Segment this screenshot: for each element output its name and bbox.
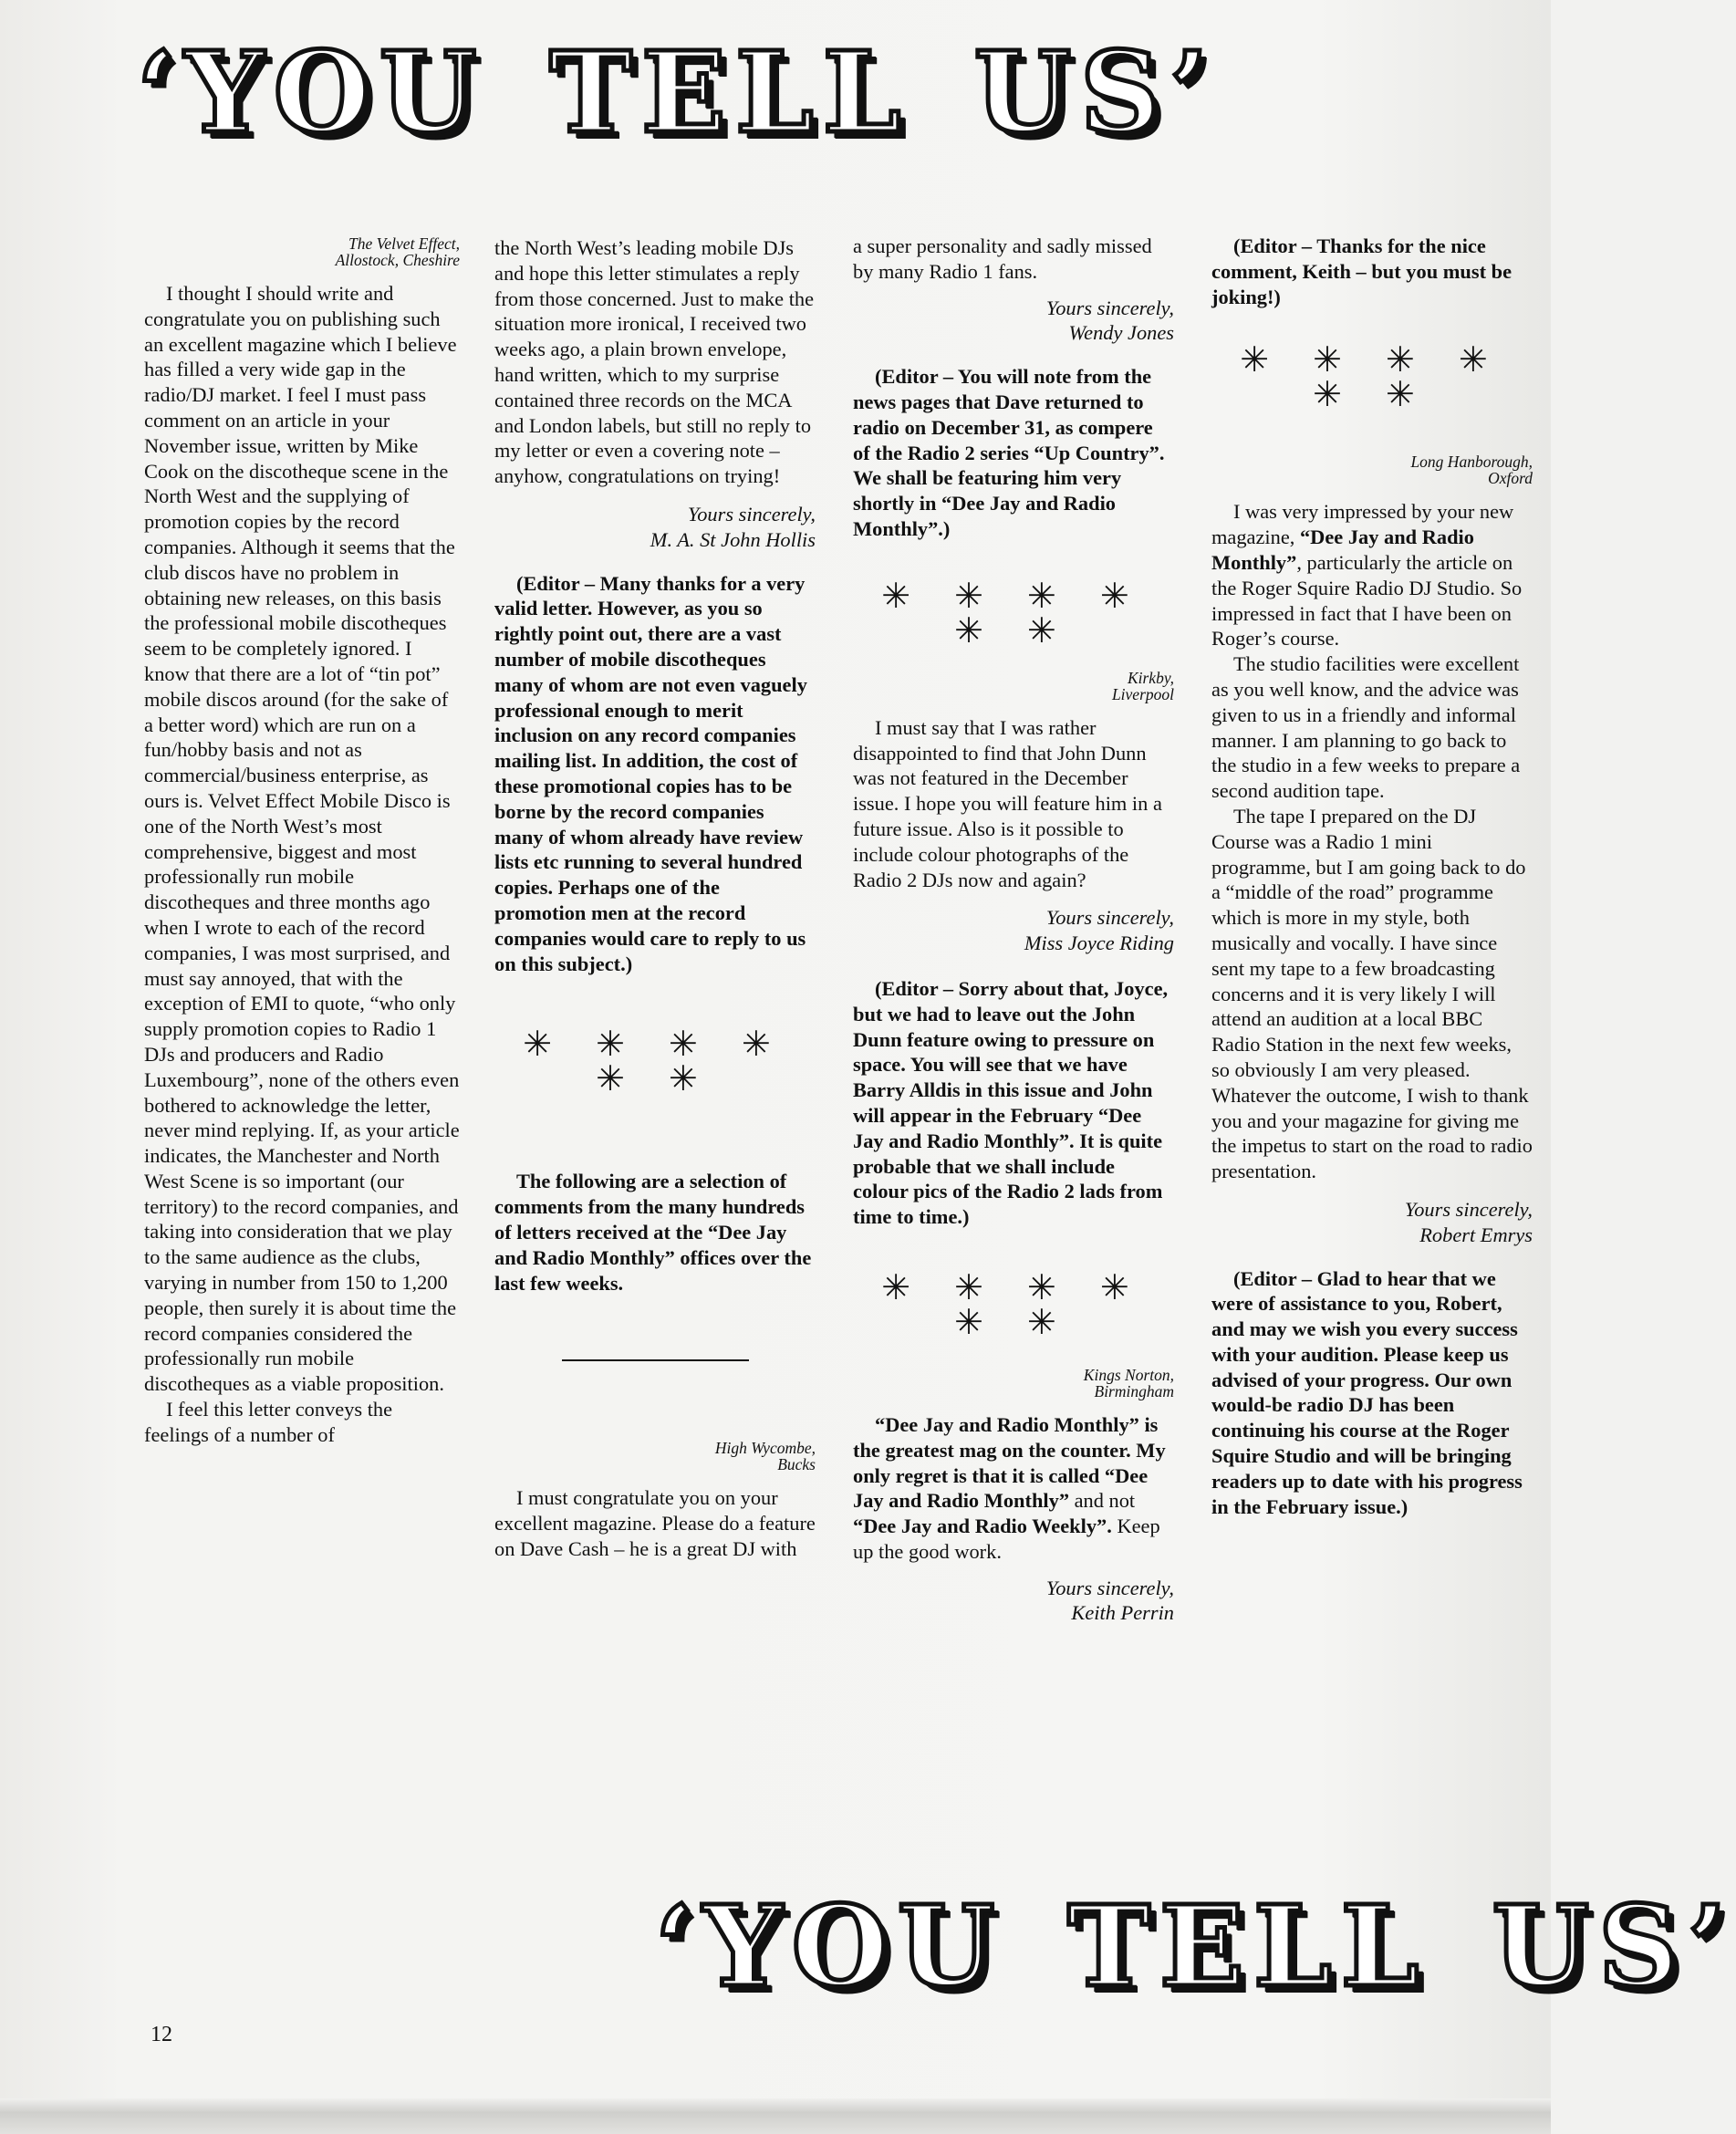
letter-signature: Yours sincerely, Miss Joyce Riding: [1024, 906, 1174, 955]
heading-word-1: ‘YOU: [655, 1880, 1004, 2012]
heading-word-3: US’: [1492, 1880, 1736, 2012]
letter-body: I must say that I was rather disappointed to find that John Dunn was not featured in the December issue. I hope you will feature him in a future issue. Also is it possible to include colour photographs of the Radio 2 DJs now and again?: [853, 715, 1162, 891]
editor-reply: (Editor – Thanks for the nice comment, Keith – but you must be joking!): [1211, 234, 1513, 308]
column-4: [1211, 234, 1533, 1519]
heading-word-2: TELL: [549, 26, 910, 158]
letter-body: The studio facilities were excellent as you well know, and the advice was given to us in a friendly and informal manner. I am planning to go back to the studio in a few weeks to prepare a second audition tape.: [1211, 652, 1521, 803]
heading-word-3: US’: [973, 26, 1218, 158]
editor-reply: (Editor – Glad to hear that we were of assistance to you, Robert, and may we wish you every success with your audition. Please keep us advised of your progress. Our own would-be radio DJ has been continuing his course at the Roger Squire Studio and will be bringing readers up to date with his progress in the February issue.): [1211, 1266, 1523, 1518]
section-divider-stars: ✳ ✳ ✳ ✳ ✳ ✳: [881, 575, 1146, 651]
editor-reply: (Editor – You will note from the news pages that Dave returned to radio on December 31, as compere of the Radio 2 series “Up Country”. We shall be featuring him very shortly in “Dee Jay and Radio Monthly”.): [853, 365, 1165, 540]
letter-signature: Yours sincerely, Robert Emrys: [1404, 1197, 1533, 1246]
page-bottom-edge: [0, 2098, 1551, 2134]
selection-intro: The following are a selection of comments from the many hundreds of letters received at the “Dee Jay and Radio Monthly” offices over the last few weeks.: [494, 1170, 812, 1295]
column-2: [494, 235, 816, 1562]
section-divider-stars: ✳ ✳ ✳ ✳ ✳ ✳: [1240, 339, 1504, 415]
letter-body: I feel this letter conveys the feelings of a number of: [144, 1398, 393, 1446]
column-3: [853, 234, 1174, 1626]
editor-reply: (Editor – Many thanks for a very valid letter. However, as you so rightly point out, there are a vast number of mobile discotheques many of whom are not even vaguely professional enough to merit inclusion on any record companies mailing list. In addition, the cost of these promotional copies has to be borne by the record companies many of whom already have review lists etc running to several hundred copies. Perhaps one of the promotion men at the record companies would care to reply to us on this subject.): [494, 571, 807, 975]
letter-signature: Yours sincerely, M. A. St John Hollis: [650, 502, 816, 551]
letter-body: I thought I should write and congratulate you on publishing such an excellent magazine which I believe has filled a very wide gap in the radio/DJ market. I feel I must pass comment on an article in your November issue, written by Mike Cook on the discotheque scene in the North West and the supplying of promotion copies by the record companies. Although it seems that the club discos have no problem in obtaining new releases, on this basis the professional mobile discotheques seem to be completely ignored. I know that there are a lot of “tin pot” mobile discos around (for the sake of a better word) which are run on a fun/hobby basis and not as commercial/business enterprise, as ours is. Velvet Effect Mobile Disco is one of the North West’s most comprehensive, biggest and most professionally run mobile discotheques and three months ago when I wrote to each of the record companies, I was most surprised, and must say annoyed, that with the exception of EMI to quote, “who only supply promotion copies to Radio 1 DJs and producers and Radio Luxembourg”, none of the others even bothered to acknowledge the letter, never mind replying. If, as your article indicates, the Manchester and North West Scene is so important (our territory) to the record companies, and taking into consideration that we play to the same audience as the clubs, varying in number from 150 to 1,200 people, then surely it is about time the record companies considered the professionally run mobile discotheques as a viable proposition.: [144, 282, 460, 1396]
letter-body: I was very impressed by your new magazine, “Dee Jay and Radio Monthly”, particularly the article on the Roger Squire Radio DJ Studio. So impressed in fact that I have been on Roger’s course.: [1211, 500, 1523, 651]
letter-location: Long Hanborough, Oxford: [1410, 453, 1533, 488]
page-heading-bottom: [655, 1880, 1736, 2012]
letter-signature: Yours sincerely, Wendy Jones: [1045, 296, 1174, 345]
letter-body: “Dee Jay and Radio Monthly” is the greatest mag on the counter. My only regret is that it is called “Dee Jay and Radio Monthly” and not “Dee Jay and Radio Weekly”. Keep up the good work.: [853, 1412, 1166, 1563]
divider-rule: [562, 1359, 749, 1361]
heading-word-1: ‘YOU: [137, 26, 486, 158]
letter-location: Kirkby, Liverpool: [1111, 668, 1174, 703]
letter-body: a super personality and sadly missed by many Radio 1 fans.: [853, 234, 1152, 283]
section-divider-stars: ✳ ✳ ✳ ✳ ✳ ✳: [881, 1266, 1146, 1342]
column-1: [144, 235, 460, 1448]
letter-location: The Velvet Effect, Allostock, Cheshire: [335, 234, 460, 269]
page-heading-top: [137, 26, 1218, 158]
section-divider-stars: ✳ ✳ ✳ ✳ ✳ ✳: [523, 1024, 787, 1099]
letter-body: the North West’s leading mobile DJs and hope this letter stimulates a reply from those concerned. Just to make the situation more ironical, I received two weeks ago, a plain brown envelope, hand written, which to my surprise contained three records on the MCA and London labels, but still no reply to my letter or even a covering note – anyhow, congratulations on trying!: [494, 236, 815, 488]
letter-location: High Wycombe, Bucks: [714, 1439, 816, 1474]
letter-body: I must congratulate you on your excellent magazine. Please do a feature on Dave Cash – he is a great DJ with: [494, 1486, 816, 1560]
page-number: 12: [151, 2023, 172, 2046]
letter-body: The tape I prepared on the DJ Course was a Radio 1 mini programme, but I am going back to do a “middle of the road” programme which is more in my style, both musically and vocally. I have since sent my tape to a few broadcasting concerns and it is very likely I will attend an audition at a local BBC Radio Station in the next few weeks, so obviously I am very pleased. Whatever the outcome, I wish to thank you and your magazine for giving me the impetus to start on the road to radio presentation.: [1211, 804, 1533, 1183]
letter-location: Kings Norton, Birmingham: [1083, 1365, 1174, 1400]
editor-reply: (Editor – Sorry about that, Joyce, but we had to leave out the John Dunn feature owing to pressure on space. You will see that we have Barry Alldis in this issue and John will appear in the February “Dee Jay and Radio Monthly”. It is quite probable that we shall include colour pics of the Radio 2 lads from time to time.): [853, 976, 1169, 1229]
letter-signature: Yours sincerely, Keith Perrin: [1045, 1576, 1174, 1625]
heading-word-2: TELL: [1067, 1880, 1429, 2012]
